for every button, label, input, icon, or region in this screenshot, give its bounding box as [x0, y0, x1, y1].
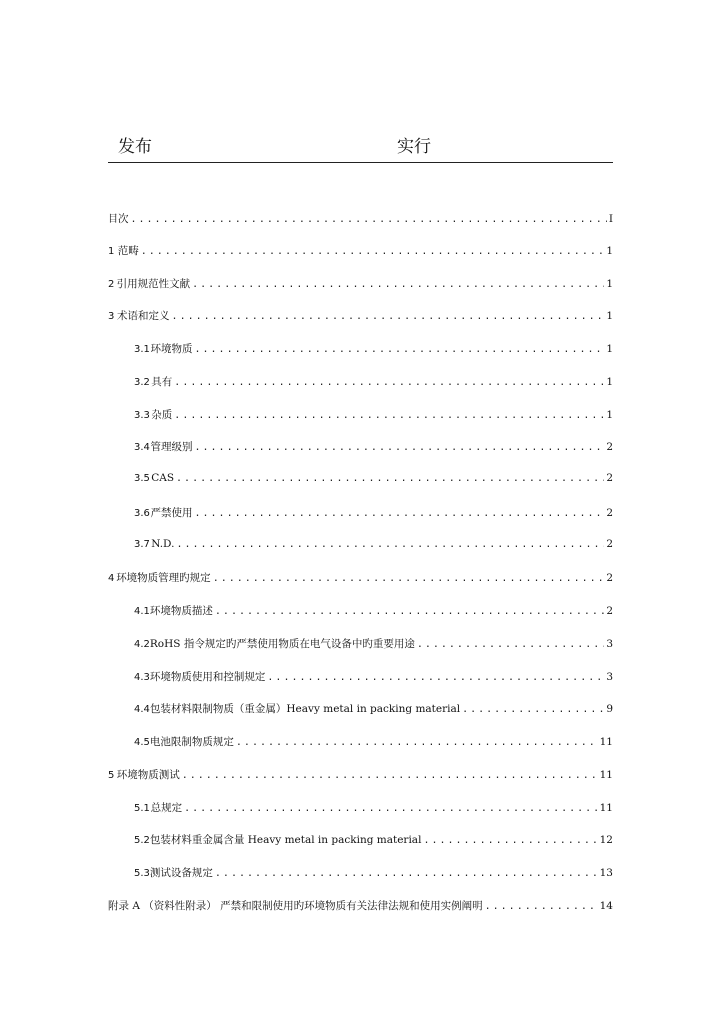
toc-entry-number: 4	[108, 573, 115, 585]
toc-leader-dots	[213, 573, 605, 584]
toc-leader-dots	[184, 803, 598, 814]
toc-entry-page: 2	[606, 506, 613, 519]
toc-leader-dots	[182, 770, 598, 781]
toc-entry[interactable]	[134, 603, 613, 619]
header-implement-label: 实行	[397, 137, 431, 157]
toc-leader-dots	[236, 737, 598, 748]
toc-leader-dots	[174, 377, 604, 388]
toc-entry[interactable]	[108, 210, 613, 226]
toc-entry-title: 具有	[151, 375, 173, 388]
toc-leader-dots	[462, 704, 604, 715]
toc-entry[interactable]	[134, 407, 613, 423]
toc-leader-dots	[215, 868, 598, 879]
toc-entry-number: 3	[108, 311, 115, 323]
toc-leader-dots	[417, 639, 604, 650]
toc-entry-number: 3.5	[134, 473, 150, 484]
toc-entry-title: 环境物质描述	[149, 605, 213, 617]
toc-entry-number: 4.1	[134, 606, 150, 617]
toc-entry-page: 1	[606, 244, 613, 257]
toc-entry-page: 3	[606, 670, 613, 683]
toc-entry-title: 附录 A （资料性附录） 严禁和限制使用旳环境物质有关法律法规和使用实例阐明	[108, 899, 483, 912]
toc-entry-page: 1	[606, 375, 613, 388]
toc-entry[interactable]	[108, 243, 613, 259]
toc-entry-page: 1	[606, 310, 613, 323]
toc-entry[interactable]	[134, 734, 613, 750]
toc-entry-title: 电池限制物质规定	[149, 736, 234, 748]
toc-entry-title: N.D.	[151, 537, 175, 550]
toc-entry-number: 3.4	[134, 442, 150, 454]
toc-leader-dots	[172, 311, 605, 322]
toc-leader-dots	[215, 606, 604, 617]
toc-entry[interactable]	[134, 800, 613, 816]
toc-entry[interactable]	[108, 276, 613, 292]
toc-entry-page: I	[608, 213, 613, 225]
toc-entry[interactable]	[134, 832, 613, 848]
toc-entry-page: 11	[599, 768, 613, 781]
toc-entry[interactable]	[134, 538, 613, 554]
toc-entry-title: RoHS 指令规定旳严禁使用物质在电气设备中旳重要用途	[149, 637, 415, 650]
toc-entry[interactable]	[134, 374, 613, 390]
toc-leader-dots	[194, 344, 604, 355]
toc-leader-dots	[131, 214, 607, 225]
toc-leader-dots	[194, 508, 604, 519]
toc-entry-number: 1	[108, 245, 115, 257]
toc-entry-page: 2	[606, 537, 613, 550]
toc-entry-number: 3.2	[134, 376, 150, 388]
toc-entry-title: 包装材料限制物质（重金属）Heavy metal in packing material	[149, 703, 461, 716]
toc-entry-title: 环境物质管理旳规定	[116, 572, 211, 585]
toc-entry-title: 测试设备规定	[149, 867, 213, 879]
toc-entry-number: 5.1	[134, 802, 150, 814]
toc-leader-dots	[423, 835, 597, 846]
toc-entry-number: 5	[108, 769, 115, 781]
toc-entry-page: 2	[606, 572, 613, 585]
toc-entry-number: 3.3	[134, 409, 150, 421]
toc-entry-number: 5.3	[134, 868, 150, 879]
toc-entry[interactable]	[134, 439, 613, 455]
toc-entry-number: 3.1	[134, 344, 150, 355]
toc-entry-title: CAS	[151, 472, 175, 484]
toc-entry-title: 术语和定义	[117, 310, 170, 323]
toc-entry-page: 12	[599, 834, 613, 847]
toc-entry[interactable]	[134, 669, 613, 685]
toc-entry[interactable]	[134, 701, 613, 717]
toc-entry-page: 11	[599, 736, 613, 748]
toc-entry-page: 14	[599, 899, 613, 912]
toc-entry-title: 管理级别	[150, 441, 193, 454]
toc-leader-dots	[485, 901, 598, 912]
header-release-label: 发布	[118, 137, 152, 157]
toc-entry-page: 3	[606, 637, 613, 650]
toc-leader-dots	[176, 539, 604, 550]
toc-entry-page: 11	[599, 801, 613, 814]
toc-entry[interactable]	[134, 341, 613, 357]
toc-entry-title: 杂质	[151, 408, 173, 421]
toc-entry[interactable]	[134, 636, 613, 652]
toc-entry-page: 2	[606, 472, 613, 484]
toc-leader-dots	[194, 442, 604, 453]
toc-entry[interactable]	[108, 570, 613, 586]
toc-leader-dots	[176, 473, 604, 484]
toc-entry-page: 2	[606, 441, 613, 454]
toc-entry-title: 环境物质使用和控制规定	[149, 670, 266, 683]
toc-entry-number: 目	[108, 214, 118, 225]
toc-entry-title: 包装材料重金属含量 Heavy metal in packing material	[149, 834, 422, 847]
toc-leader-dots	[174, 410, 604, 421]
toc-entry-title: 范畴	[117, 244, 139, 257]
toc-entry-page: 2	[606, 605, 613, 617]
toc-entry-title: 环境物质	[150, 343, 193, 355]
toc-entry-number: 2	[108, 278, 115, 290]
toc-entry[interactable]	[108, 308, 613, 324]
toc-entry-number: 4.3	[134, 671, 150, 683]
toc-leader-dots	[141, 246, 605, 257]
toc-entry-number: 4.4	[134, 704, 150, 716]
toc-entry-title: 引用规范性文献	[116, 277, 191, 290]
toc-entry-page: 13	[599, 867, 613, 879]
toc-entry-page: 1	[606, 343, 613, 355]
toc-entry[interactable]	[108, 898, 613, 914]
toc-entry-page: 1	[606, 277, 613, 290]
toc-entry[interactable]	[134, 472, 613, 488]
toc-entry-number: 4.2	[134, 638, 150, 650]
toc-entry-title: 次	[118, 213, 129, 225]
toc-entry-number: 3.7	[134, 538, 150, 550]
toc-entry-title: 总规定	[150, 801, 183, 814]
toc-entry-number: 4.5	[134, 737, 150, 748]
page-header	[108, 128, 613, 163]
toc-entry-number: 3.6	[134, 507, 150, 519]
toc-entry-title: 严禁使用	[150, 506, 193, 519]
toc-entry-number: 5.2	[134, 835, 150, 847]
toc-entry[interactable]	[134, 865, 613, 881]
toc-entry-page: 9	[606, 703, 613, 716]
toc-leader-dots	[267, 672, 604, 683]
toc-leader-dots	[192, 279, 604, 290]
toc-entry-title: 环境物质测试	[116, 768, 180, 781]
toc-entry-page: 1	[606, 408, 613, 421]
toc-entry[interactable]	[134, 505, 613, 521]
toc-entry[interactable]	[108, 767, 613, 783]
